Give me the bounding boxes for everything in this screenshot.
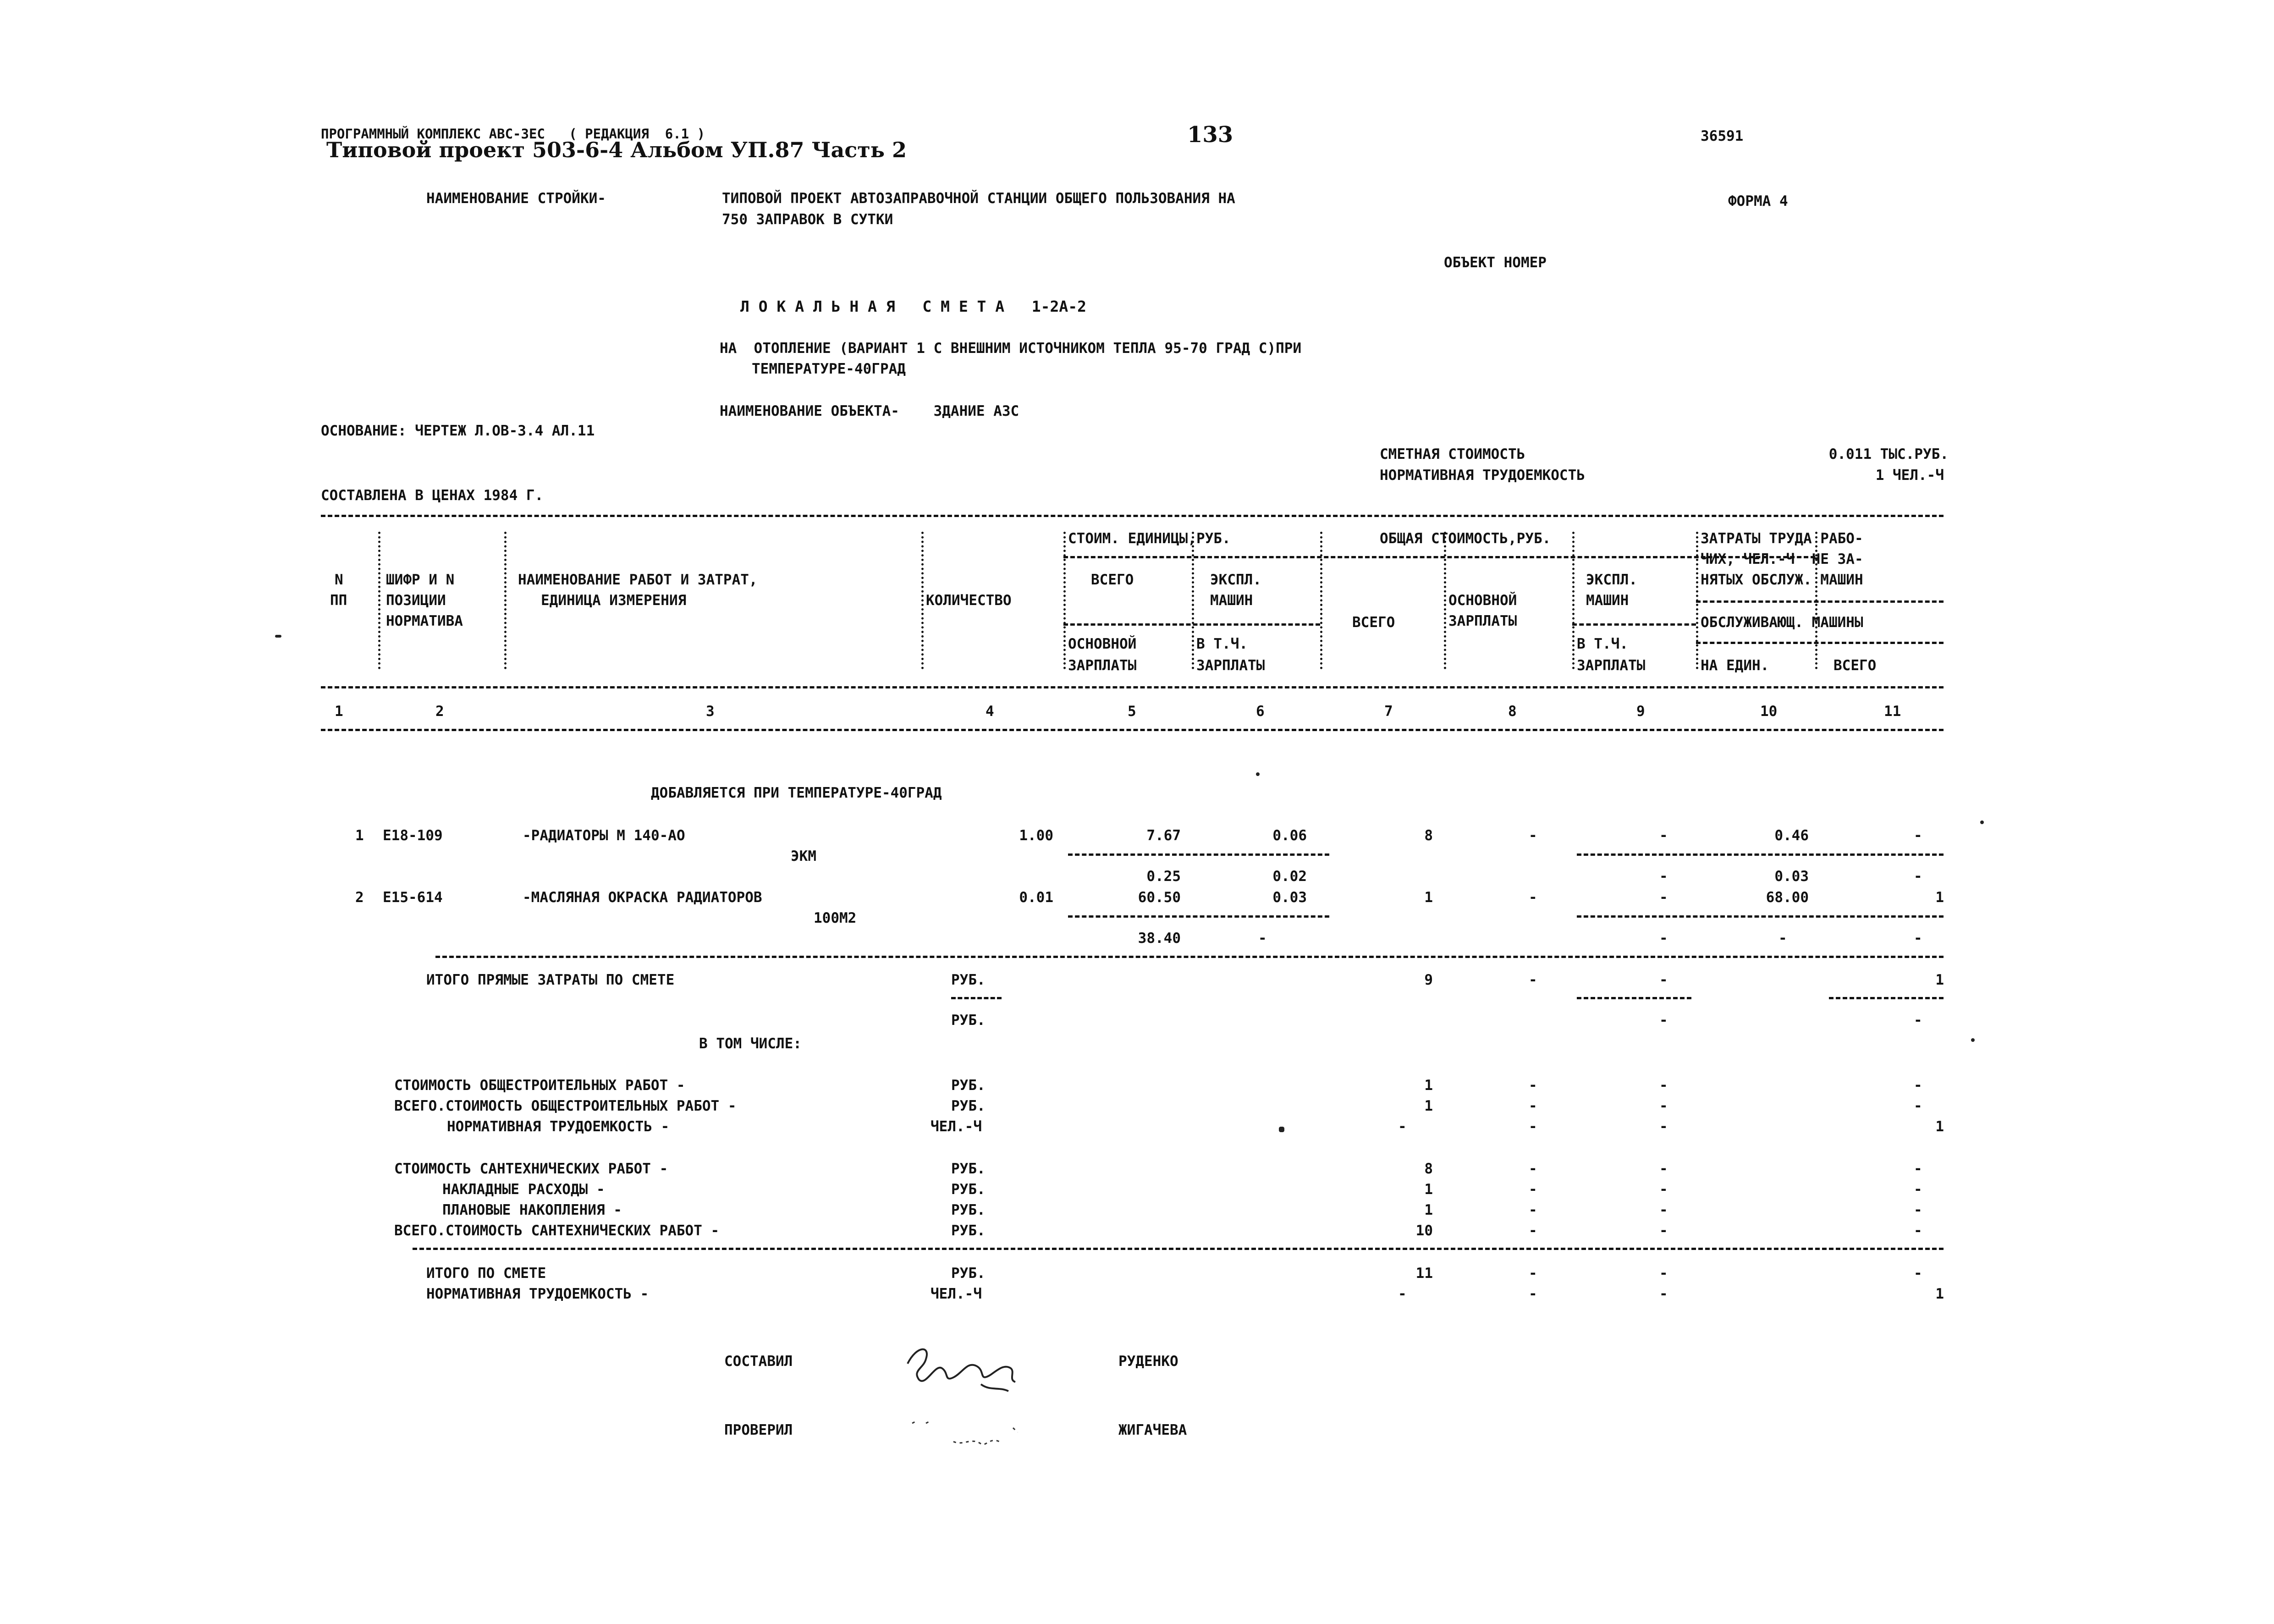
checked-by-label: ПРОВЕРИЛ bbox=[724, 1422, 793, 1438]
summary-machines: - bbox=[1659, 1161, 1668, 1177]
summary-unit: ЧЕЛ.-Ч bbox=[931, 1118, 982, 1135]
summary-label: СТОИМОСТЬ ОБЩЕСТРОИТЕЛЬНЫХ РАБОТ - bbox=[394, 1077, 685, 1094]
page-number: 133 bbox=[1187, 122, 1233, 148]
construction-line-1: ТИПОВОЙ ПРОЕКТ АВТОЗАПРАВОЧНОЙ СТАНЦИИ ОБЩЕГО ПОЛЬЗОВАНИЯ НА bbox=[722, 190, 1235, 207]
grand-total-label: ИТОГО ПО СМЕТЕ bbox=[426, 1265, 546, 1282]
header-unit-total: ВСЕГО bbox=[1091, 572, 1134, 588]
summary-total: 1 bbox=[1424, 1202, 1433, 1218]
column-number: 7 bbox=[1384, 703, 1393, 720]
document-number: 36591 bbox=[1701, 128, 1744, 144]
summary-unit: РУБ. bbox=[951, 1181, 986, 1198]
direct-subrule bbox=[951, 997, 1002, 999]
row-unit-incl-wages: 0.02 bbox=[1272, 868, 1307, 885]
header-labor-total: ВСЕГО bbox=[1834, 657, 1877, 674]
row-total: 8 bbox=[1424, 827, 1433, 844]
project-title: Типовой проект 503-6-4 Альбом УП.87 Часть 2 bbox=[326, 138, 907, 162]
summary-machines: - bbox=[1659, 1098, 1668, 1114]
column-number: 9 bbox=[1636, 703, 1645, 720]
header-labor: ЗАТРАТЫ ТРУДА РАБО- bbox=[1701, 530, 1863, 547]
direct-subrule bbox=[1829, 997, 1944, 999]
row-unit-wages: 0.25 bbox=[1146, 868, 1181, 885]
column-number: 11 bbox=[1884, 703, 1901, 720]
form-label: ФОРМА 4 bbox=[1728, 193, 1788, 209]
row-subrule bbox=[1577, 915, 1944, 918]
summary-total: 10 bbox=[1415, 1222, 1433, 1239]
row-quantity: 0.01 bbox=[1019, 889, 1053, 906]
summary-labor: - bbox=[1914, 1098, 1922, 1114]
summary-machines: - bbox=[1659, 1181, 1668, 1198]
header-labor: НЯТЫХ ОБСЛУЖ. МАШИН bbox=[1701, 572, 1863, 588]
header-total-incl-wages: В Т.Ч. bbox=[1577, 636, 1628, 652]
divider bbox=[378, 532, 380, 669]
row-number: 2 bbox=[355, 889, 364, 906]
direct-costs-labor: 1 bbox=[1935, 972, 1944, 988]
header-unit-wages: ОСНОВНОЙ bbox=[1068, 636, 1137, 652]
composer-name: РУДЕНКО bbox=[1118, 1353, 1178, 1370]
summary-machines: - bbox=[1659, 1118, 1668, 1135]
summary-unit: РУБ. bbox=[951, 1222, 986, 1239]
table-top-rule bbox=[321, 515, 1944, 517]
header-rule bbox=[1063, 623, 1320, 626]
divider bbox=[1320, 532, 1322, 669]
header-work-name: НАИМЕНОВАНИЕ РАБОТ И ЗАТРАТ, bbox=[518, 572, 758, 588]
object-number-label: ОБЪЕКТ НОМЕР bbox=[1444, 254, 1547, 271]
summary-unit: РУБ. bbox=[951, 1098, 986, 1114]
header-work-name: ЕДИНИЦА ИЗМЕРЕНИЯ bbox=[541, 592, 687, 609]
grand-total-value: 11 bbox=[1415, 1265, 1433, 1282]
column-number: 3 bbox=[706, 703, 715, 720]
summary-total: 1 bbox=[1424, 1077, 1433, 1094]
scan-speck bbox=[1279, 1127, 1284, 1132]
row-subrule bbox=[1068, 853, 1329, 856]
row-name: -МАСЛЯНАЯ ОКРАСКА РАДИАТОРОВ bbox=[523, 889, 762, 906]
summary-total: 1 bbox=[1424, 1098, 1433, 1114]
summary-labor: 1 bbox=[1935, 1118, 1944, 1135]
summary-label: ПЛАНОВЫЕ НАКОПЛЕНИЯ - bbox=[442, 1202, 622, 1218]
row-unit: ЭКМ bbox=[791, 848, 816, 864]
composer-signature bbox=[898, 1336, 1036, 1400]
row-labor-unit: 68.00 bbox=[1766, 889, 1809, 906]
summary-labor: - bbox=[1914, 1181, 1922, 1198]
direct-costs-label: ИТОГО ПРЯМЫЕ ЗАТРАТЫ ПО СМЕТЕ bbox=[426, 972, 675, 988]
labor-intensity-label: НОРМАТИВНАЯ ТРУДОЕМКОСТЬ bbox=[1380, 467, 1585, 484]
summary-unit: РУБ. bbox=[951, 1202, 986, 1218]
header-total-incl-wages: ЗАРПЛАТЫ bbox=[1577, 657, 1646, 674]
divider bbox=[1063, 532, 1066, 669]
estimate-subject-2: ТЕМПЕРАТУРЕ-40ГРАД bbox=[752, 361, 906, 377]
header-labor: ОБСЛУЖИВАЮЩ. МАШИНЫ bbox=[1701, 614, 1863, 631]
row-unit-incl-wages: - bbox=[1258, 930, 1267, 947]
summary-label: ВСЕГО.СТОИМОСТЬ ОБЩЕСТРОИТЕЛЬНЫХ РАБОТ - bbox=[394, 1098, 737, 1114]
direct-costs-labor-maint: - bbox=[1914, 1012, 1922, 1029]
row-unit-cost: 7.67 bbox=[1146, 827, 1181, 844]
section-title: ДОБАВЛЯЕТСЯ ПРИ ТЕМПЕРАТУРЕ-40ГРАД bbox=[651, 785, 942, 801]
summary-labor: - bbox=[1914, 1202, 1922, 1218]
summary-labor: - bbox=[1914, 1077, 1922, 1094]
row-unit-cost: 60.50 bbox=[1138, 889, 1181, 906]
totals-rule bbox=[413, 1248, 1944, 1250]
divider bbox=[1444, 532, 1446, 669]
rows-bottom-rule bbox=[435, 956, 1944, 958]
summary-total: 8 bbox=[1424, 1161, 1433, 1177]
row-unit-wages: 38.40 bbox=[1138, 930, 1181, 947]
header-code: НОРМАТИВА bbox=[386, 613, 463, 629]
summary-label: НАКЛАДНЫЕ РАСХОДЫ - bbox=[442, 1181, 605, 1198]
summary-wages: - bbox=[1529, 1222, 1537, 1239]
header-unit-incl-wages: В Т.Ч. bbox=[1196, 636, 1248, 652]
direct-subrule bbox=[1577, 997, 1691, 999]
estimated-cost-value: 0.011 ТЫС.РУБ. bbox=[1828, 446, 1949, 462]
direct-costs-unit: РУБ. bbox=[951, 972, 986, 988]
row-labor-total-maint: - bbox=[1914, 868, 1922, 885]
summary-label: НОРМАТИВНАЯ ТРУДОЕМКОСТЬ - bbox=[447, 1118, 670, 1135]
header-bottom-rule bbox=[321, 729, 1944, 731]
grand-total-wages: - bbox=[1529, 1265, 1537, 1282]
row-name: -РАДИАТОРЫ М 140-АО bbox=[523, 827, 685, 844]
row-labor-total: 1 bbox=[1935, 889, 1944, 906]
estimated-cost-label: СМЕТНАЯ СТОИМОСТЬ bbox=[1380, 446, 1525, 462]
summary-wages: - bbox=[1529, 1181, 1537, 1198]
grand-total-machines: - bbox=[1659, 1265, 1668, 1282]
direct-costs-total: 9 bbox=[1424, 972, 1433, 988]
header-number: N bbox=[335, 572, 343, 588]
divider bbox=[1192, 532, 1194, 669]
construction-line-2: 750 ЗАПРАВОК В СУТКИ bbox=[722, 211, 893, 228]
row-code: Е18-109 bbox=[383, 827, 443, 844]
row-total-machines: - bbox=[1659, 889, 1668, 906]
header-rule bbox=[1572, 623, 1696, 626]
summary-wages: - bbox=[1529, 1098, 1537, 1114]
summary-labor: - bbox=[1914, 1161, 1922, 1177]
basis: ОСНОВАНИЕ: ЧЕРТЕЖ Л.ОВ-3.4 АЛ.11 bbox=[321, 423, 595, 439]
checker-signature bbox=[908, 1409, 1045, 1451]
header-rule bbox=[1696, 600, 1944, 603]
row-total-wages: - bbox=[1529, 827, 1537, 844]
object-name: НАИМЕНОВАНИЕ ОБЪЕКТА- ЗДАНИЕ АЗС bbox=[720, 403, 1019, 419]
header-quantity: КОЛИЧЕСТВО bbox=[926, 592, 1012, 609]
summary-label: СТОИМОСТЬ САНТЕХНИЧЕСКИХ РАБОТ - bbox=[394, 1161, 668, 1177]
summary-label: ВСЕГО.СТОИМОСТЬ САНТЕХНИЧЕСКИХ РАБОТ - bbox=[394, 1222, 720, 1239]
including-label: В ТОМ ЧИСЛЕ: bbox=[699, 1035, 802, 1052]
row-total-incl-wages: - bbox=[1659, 930, 1668, 947]
header-code: ПОЗИЦИИ bbox=[386, 592, 446, 609]
grand-labor-machines: - bbox=[1659, 1286, 1668, 1302]
column-number: 10 bbox=[1760, 703, 1778, 720]
header-unit-cost: СТОИМ. ЕДИНИЦЫ,РУБ. bbox=[1068, 530, 1231, 547]
summary-unit: РУБ. bbox=[951, 1161, 986, 1177]
summary-total: - bbox=[1398, 1118, 1407, 1135]
header-unit-machines: ЭКСПЛ. bbox=[1210, 572, 1261, 588]
direct-costs-machines: - bbox=[1659, 972, 1668, 988]
column-number: 8 bbox=[1508, 703, 1517, 720]
estimate-title: Л О К А Л Ь Н А Я С М Е Т А 1-2А-2 bbox=[740, 297, 1086, 315]
direct-costs-unit-2: РУБ. bbox=[951, 1012, 986, 1029]
column-number: 2 bbox=[435, 703, 444, 720]
header-unit-wages: ЗАРПЛАТЫ bbox=[1068, 657, 1137, 674]
row-total-machines: - bbox=[1659, 827, 1668, 844]
row-subrule bbox=[1068, 915, 1329, 918]
price-basis: СОСТАВЛЕНА В ЦЕНАХ 1984 Г. bbox=[321, 487, 544, 504]
composed-by-label: СОСТАВИЛ bbox=[724, 1353, 793, 1370]
summary-machines: - bbox=[1659, 1077, 1668, 1094]
row-unit: 100М2 bbox=[814, 910, 857, 926]
divider bbox=[921, 532, 924, 669]
row-total: 1 bbox=[1424, 889, 1433, 906]
row-labor-unit-maint: 0.03 bbox=[1774, 868, 1809, 885]
column-number: 4 bbox=[986, 703, 994, 720]
scan-speck bbox=[1971, 1038, 1975, 1042]
grand-labor-unit: ЧЕЛ.-Ч bbox=[931, 1286, 982, 1302]
summary-wages: - bbox=[1529, 1077, 1537, 1094]
row-unit-machines: 0.03 bbox=[1272, 889, 1307, 906]
row-labor-unit: 0.46 bbox=[1774, 827, 1809, 844]
summary-wages: - bbox=[1529, 1161, 1537, 1177]
divider bbox=[1572, 532, 1575, 669]
header-code: ШИФР И N bbox=[386, 572, 455, 588]
scan-speck bbox=[275, 635, 281, 638]
grand-labor-total: - bbox=[1398, 1286, 1407, 1302]
summary-machines: - bbox=[1659, 1202, 1668, 1218]
direct-costs-incl-wages: - bbox=[1659, 1012, 1668, 1029]
row-code: Е15-614 bbox=[383, 889, 443, 906]
divider bbox=[504, 532, 507, 669]
grand-labor-wages: - bbox=[1529, 1286, 1537, 1302]
header-unit-machines: МАШИН bbox=[1210, 592, 1253, 609]
direct-costs-wages: - bbox=[1529, 972, 1537, 988]
scan-speck bbox=[1980, 820, 1984, 824]
column-number: 1 bbox=[335, 703, 343, 720]
header-labor-per-unit: НА ЕДИН. bbox=[1701, 657, 1769, 674]
column-number: 5 bbox=[1128, 703, 1136, 720]
column-number: 6 bbox=[1256, 703, 1265, 720]
header-rule bbox=[1696, 642, 1944, 644]
row-labor-total: - bbox=[1914, 827, 1922, 844]
row-subrule bbox=[1577, 853, 1944, 856]
grand-labor-label: НОРМАТИВНАЯ ТРУДОЕМКОСТЬ - bbox=[426, 1286, 649, 1302]
row-total-wages: - bbox=[1529, 889, 1537, 906]
header-mid-rule bbox=[321, 686, 1944, 688]
scan-speck bbox=[1256, 772, 1260, 776]
grand-labor-value: 1 bbox=[1935, 1286, 1944, 1302]
row-unit-machines: 0.06 bbox=[1272, 827, 1307, 844]
grand-total-unit: РУБ. bbox=[951, 1265, 986, 1282]
header-total-machines: МАШИН bbox=[1586, 592, 1629, 609]
header-total-all: ВСЕГО bbox=[1352, 614, 1395, 631]
labor-intensity-value: 1 ЧЕЛ.-Ч bbox=[1875, 467, 1944, 484]
summary-total: 1 bbox=[1424, 1181, 1433, 1198]
summary-wages: - bbox=[1529, 1118, 1537, 1135]
header-total-wages: ЗАРПЛАТЫ bbox=[1448, 613, 1517, 629]
header-total-wages: ОСНОВНОЙ bbox=[1448, 592, 1517, 609]
header-unit-incl-wages: ЗАРПЛАТЫ bbox=[1196, 657, 1265, 674]
program-name: ПРОГРАММНЫЙ КОМПЛЕКС АВС-3ЕС ( РЕДАКЦИЯ 6.1 ) bbox=[321, 126, 705, 142]
row-number: 1 bbox=[355, 827, 364, 844]
summary-wages: - bbox=[1529, 1202, 1537, 1218]
row-quantity: 1.00 bbox=[1019, 827, 1053, 844]
summary-machines: - bbox=[1659, 1222, 1668, 1239]
header-total-cost: ОБЩАЯ СТОИМОСТЬ,РУБ. bbox=[1380, 530, 1551, 547]
row-labor-total-maint: - bbox=[1914, 930, 1922, 947]
summary-labor: - bbox=[1914, 1222, 1922, 1239]
estimate-subject-1: НА ОТОПЛЕНИЕ (ВАРИАНТ 1 С ВНЕШНИМ ИСТОЧНИКОМ ТЕПЛА 95-70 ГРАД С)ПРИ bbox=[720, 340, 1302, 357]
header-labor: ЧИХ, ЧЕЛ.-Ч НЕ ЗА- bbox=[1701, 551, 1863, 567]
grand-total-labor: - bbox=[1914, 1265, 1922, 1282]
header-number: ПП bbox=[330, 592, 347, 609]
checker-name: ЖИГАЧЕВА bbox=[1118, 1422, 1187, 1438]
row-total-incl-wages: - bbox=[1659, 868, 1668, 885]
row-labor-unit-maint: - bbox=[1778, 930, 1787, 947]
construction-label: НАИМЕНОВАНИЕ СТРОЙКИ- bbox=[426, 190, 606, 207]
header-total-machines: ЭКСПЛ. bbox=[1586, 572, 1637, 588]
summary-unit: РУБ. bbox=[951, 1077, 986, 1094]
